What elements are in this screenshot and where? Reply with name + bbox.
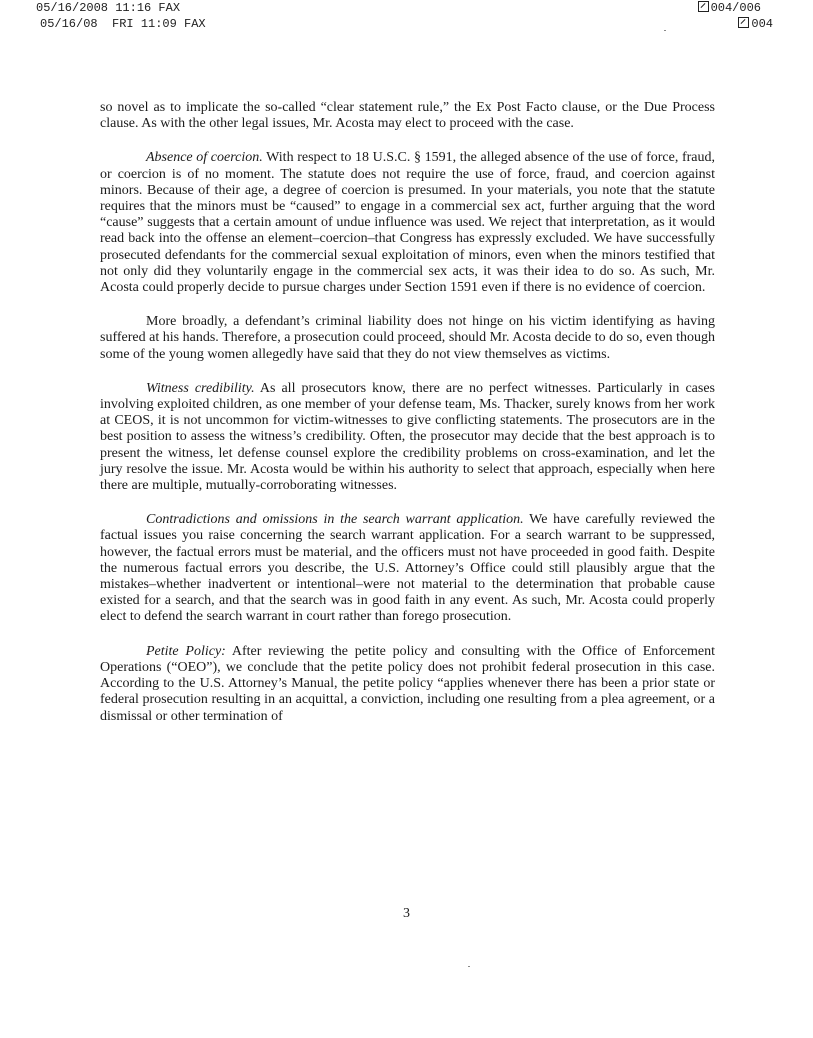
page-number: 3	[403, 906, 410, 921]
paragraph-witness-credibility	[100, 381, 715, 494]
paragraph-text: We have carefully reviewed the factual issues you raise concerning the search warrant application. For a search warrant to be suppressed, however, the factual errors must be material, and the officers must not have proceeded in good faith. Despite the numerous factual errors you describe, the U.S. Attorney’s Office could still plausibly argue that the mistakes–whether inadvertent or intentional–were not material to the determination that probable cause existed for a search, and that the search was in good faith in any event. As such, Mr. Acosta could properly elect to defend the search warrant in court rather than forego prosecution.	[100, 512, 715, 625]
paragraph-heading: Witness credibility.	[146, 380, 255, 396]
paragraph-petite-policy	[100, 644, 715, 725]
paragraph-heading: Contradictions and omissions in the search warrant application.	[146, 512, 524, 528]
fax-checkbox-icon	[698, 1, 709, 12]
paragraph-absence-of-coercion	[100, 150, 715, 296]
paragraph-text: so novel as to implicate the so-called “clear statement rule,” the Ex Post Facto clause, or the Due Process clause. As with the other legal issues, Mr. Acosta may elect to proceed with the case.	[100, 100, 715, 132]
paragraph-text: More broadly, a defendant’s criminal liability does not hinge on his victim identifying as having suffered at his hands. Therefore, a prosecution could proceed, should Mr. Acosta decide to do so, even though some of the young women allegedly have said that they do not view themselves as victims.	[100, 314, 715, 362]
paragraph-more-broadly	[100, 314, 715, 363]
fax-page-count-2-text: 004	[751, 17, 773, 31]
fax-checkbox-icon	[738, 17, 749, 28]
letter-body	[100, 100, 715, 743]
paragraph-search-warrant	[100, 512, 715, 625]
fax-timestamp-line-2: 05/16/08 FRI 11:09 FAX	[40, 17, 206, 31]
fax-page-count-2	[738, 16, 773, 32]
paragraph-text: As all prosecutors know, there are no perfect witnesses. Particularly in cases involving exploited children, as one member of your defense team, Ms. Thacker, surely knows from her work at CEOS, it is not uncommon for victim-witnesses to give conflicting statements. The prosecutors are in the best position to assess the witness’s credibility. Often, the prosecutor may decide that the best approach is to present the witness, let defense counsel explore the credibility problems on cross-examination, and let the jury resolve the issue. Mr. Acosta would be within his authority to select that approach, especially when here there are multiple, mutually-corroborating witnesses.	[100, 380, 715, 494]
scan-speck	[664, 30, 666, 31]
paragraph-heading: Absence of coercion.	[146, 150, 263, 166]
fax-page-count-1-text: 004/006	[710, 1, 761, 15]
paragraph-text: With respect to 18 U.S.C. § 1591, the alleged absence of the use of force, fraud, or coercion is of no moment. The statute does not require the use of force, fraud, and coercion against minors. Because of their age, a degree of coercion is presumed. In your materials, you note that the statute requires that the minors must be “caused” to engage in a commercial sex act, further arguing that the word “cause” suggests that a certain amount of undue influence was used. We reject that interpretation, as it would read back into the offense an element–coercion–that Congress has expressly excluded. We have successfully prosecuted defendants for the commercial sexual exploitation of minors, even when the minors testified that not only did they voluntarily engage in the commercial sex acts, it was their idea to do so. As such, Mr. Acosta could properly decide to pursue charges under Section 1591 even if there is no evidence of coercion.	[100, 150, 716, 296]
fax-timestamp-line-1: 05/16/2008 11:16 FAX	[36, 1, 181, 15]
scan-speck	[468, 966, 470, 967]
paragraph-heading: Petite Policy:	[146, 643, 226, 659]
paragraph-continuation	[100, 100, 715, 132]
fax-page-count-1	[698, 0, 761, 16]
paragraph-text: After reviewing the petite policy and consulting with the Office of Enforcement Operations (“OEO”), we conclude that the petite policy does not prohibit federal prosecution in this case. According to the U.S. Attorney’s Manual, the petite policy “applies whenever there has been a prior state or federal prosecution resulting in an acquittal, a conviction, including one resulting from a plea agreement, or a dismissal or other termination of	[100, 643, 715, 724]
